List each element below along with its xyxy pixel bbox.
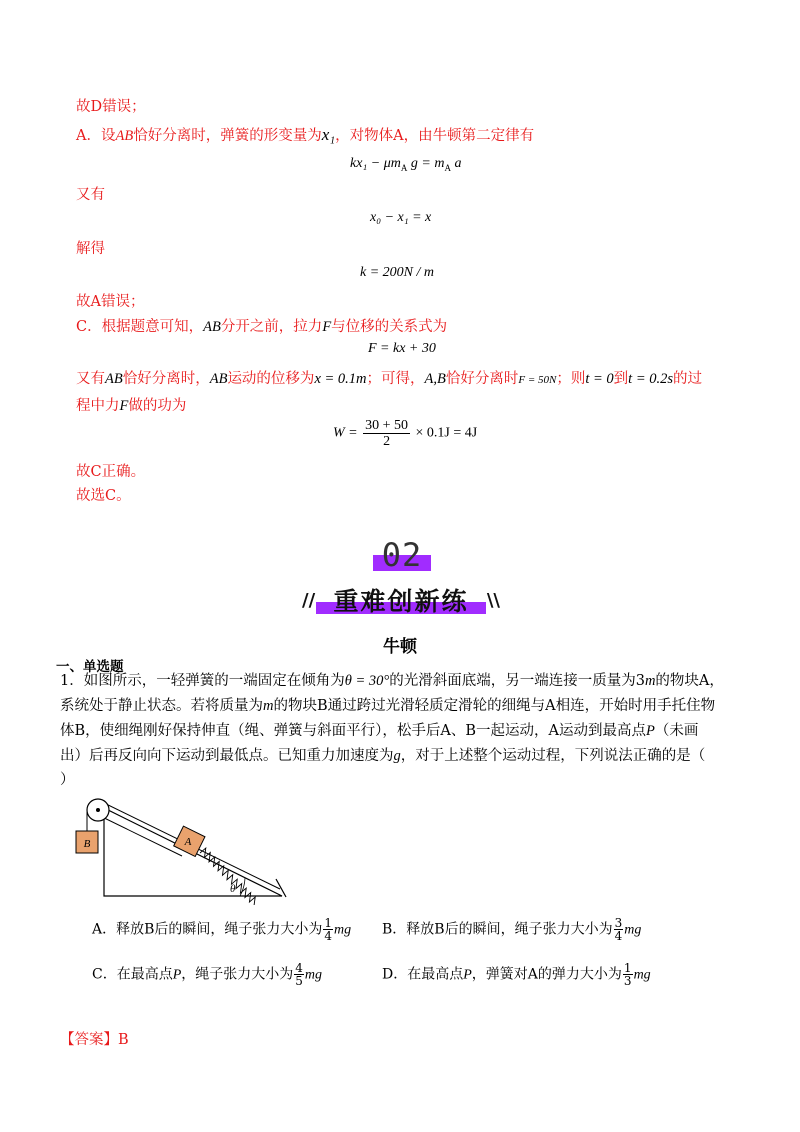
question-line-5 [60,771,75,789]
var-ab: AB [203,319,221,335]
text: 1．如图所示，一轻弹簧的一端固定在倾角为 [60,673,345,689]
option-text: A．释放B后的瞬间，绳子张力大小为 [92,921,323,938]
unit: mg [334,922,352,938]
fraction [294,962,304,987]
section-number: 02 [381,536,423,574]
solution-line-9 [76,463,145,481]
unit: mg [304,967,323,983]
var-ab: AB [105,371,123,387]
numerator: 1 [623,961,632,975]
fraction [623,962,633,987]
equation-2 [370,210,431,226]
numerator: 3 [614,916,623,930]
text: 系统处于静止状态。若将质量为 [60,698,263,714]
option-b[interactable] [382,917,641,942]
text: ；可得， [366,371,425,387]
text: 恰好分离时， [122,371,210,387]
eq-part: k = 200N / m [360,265,434,280]
banner-title: 重难创新练 [333,587,469,616]
solution-line-5 [76,293,144,311]
eq-part: kx₁ − μm [350,156,401,171]
eq-part: a [454,156,462,171]
var-p: P [172,967,182,983]
text: 运动的位移为 [227,371,315,387]
var-t0: t = 0 [585,371,614,387]
var-p: P [646,723,655,739]
var-f: F [322,319,332,335]
pulley-axle [96,808,100,812]
block-b-label: B [83,838,91,850]
numerator: 30 + 50 [365,418,409,433]
text: 的物块B通过跨过光滑轻质定滑轮的细绳与A相连，开始时用手托住物 [273,698,716,714]
text: 的物块A， [655,673,724,689]
text: 故D错误； [76,99,146,115]
equation-4 [368,341,436,357]
equation-5 [333,418,477,449]
eq-part: g = m [410,156,445,171]
denominator: 4 [614,929,623,943]
equation-3 [360,265,434,281]
eq-part: x₀ − x₁ = x [370,210,432,225]
slash-decoration: // [302,590,316,611]
text: 体B，使细绳刚好保持伸直（绳、弹簧与斜面平行），松手后A、B一起运动，A运动到最高点 [60,723,647,739]
text: ，对于上述整个运动过程，下列说法正确的是（ [400,748,706,764]
var-m: m [644,673,656,689]
text: 故A错误； [76,294,145,310]
text: 做的功为 [128,398,187,414]
eq-part: F = kx + 30 [368,341,436,356]
text: ；则 [556,371,586,387]
unit: mg [624,922,642,938]
denominator: 5 [295,974,303,988]
option-d[interactable] [382,962,651,987]
text: 解得 [76,241,105,257]
question-line-1 [60,672,724,690]
angle-label: θ [230,883,236,895]
option-text: C．在最高点 [92,966,173,983]
solution-line-10 [76,487,131,505]
option-c[interactable] [92,962,322,987]
text: 分开之前，拉力 [220,319,323,335]
eq-sub: A [400,162,408,173]
text: 的过 [673,371,703,387]
section-title-banner [298,582,504,616]
option-a[interactable] [92,917,351,942]
option-text: ，绳子张力大小为 [181,966,294,983]
denominator: 2 [383,434,391,449]
text: 程中力 [76,398,120,414]
text: 恰好分离时 [445,371,519,387]
numerator: 1 [324,916,333,930]
text: 的光滑斜面底端，另一端连接一质量为3 [389,673,645,689]
text: 出）后再反向向下运动到最低点。已知重力加速度为 [60,748,394,764]
solution-line-7 [76,370,702,389]
numerator: 4 [295,961,303,975]
text: ，对物体A，由牛顿第二定律有 [335,128,535,144]
var-g: g [393,748,401,764]
section-number-banner [373,538,431,572]
var-x: x = 0.1m [314,371,367,387]
var-ab: A,B [424,371,446,387]
var-theta: θ = 30° [344,673,390,689]
solution-line-2 [76,126,534,145]
text: 故C正确。 [76,464,146,480]
var-x1: x₁ [321,125,336,144]
solution-line-6 [76,318,447,336]
var-m: m [263,698,274,714]
text: C．根据题意可知， [76,319,204,335]
solution-line-8 [76,397,186,415]
answer-label: 【答案】 [60,1032,118,1048]
block-a-label: A [184,836,192,848]
solution-line-3 [76,186,105,204]
part-heading: 一、单选题 [56,659,124,675]
solution-line-4 [76,240,105,258]
text: 又有 [76,371,105,387]
eq-sub: A [444,162,451,173]
var-f: F [119,398,129,414]
text: （未画 [654,723,699,739]
question-line-3 [60,722,698,740]
eq-part: W = [333,425,358,441]
text: ） [60,772,75,788]
text: 故选C。 [76,488,131,504]
fraction [614,917,624,942]
text: 又有 [76,187,105,203]
denominator: 3 [623,974,632,988]
answer-value: B [118,1032,129,1048]
var-ab: AB [115,128,134,144]
incline-figure [70,795,290,905]
question-line-2 [60,697,715,715]
page-title: 牛顿 [383,637,417,657]
fraction [323,917,333,942]
option-text: B．释放B后的瞬间，绳子张力大小为 [382,921,613,938]
var-f: F = 50N [518,374,557,386]
denominator: 4 [324,929,333,943]
unit: mg [633,967,651,983]
var-p: P [463,967,472,983]
slash-decoration: \\ [486,590,500,611]
solution-line-1 [76,98,146,116]
question-line-4 [60,747,705,765]
option-text: D．在最高点 [382,966,464,983]
text: A．设 [76,128,116,144]
text: 到 [613,371,629,387]
eq-part: × 0.1J = 4J [415,425,478,441]
var-t1: t = 0.2s [628,371,674,387]
text: 恰好分离时，弹簧的形变量为 [133,128,322,144]
var-ab: AB [209,371,228,387]
option-text: ，弹簧对A的弹力大小为 [471,966,622,983]
equation-1 [350,156,461,173]
fraction [363,418,410,449]
text: 与位移的关系式为 [331,319,448,335]
answer [60,1028,129,1049]
